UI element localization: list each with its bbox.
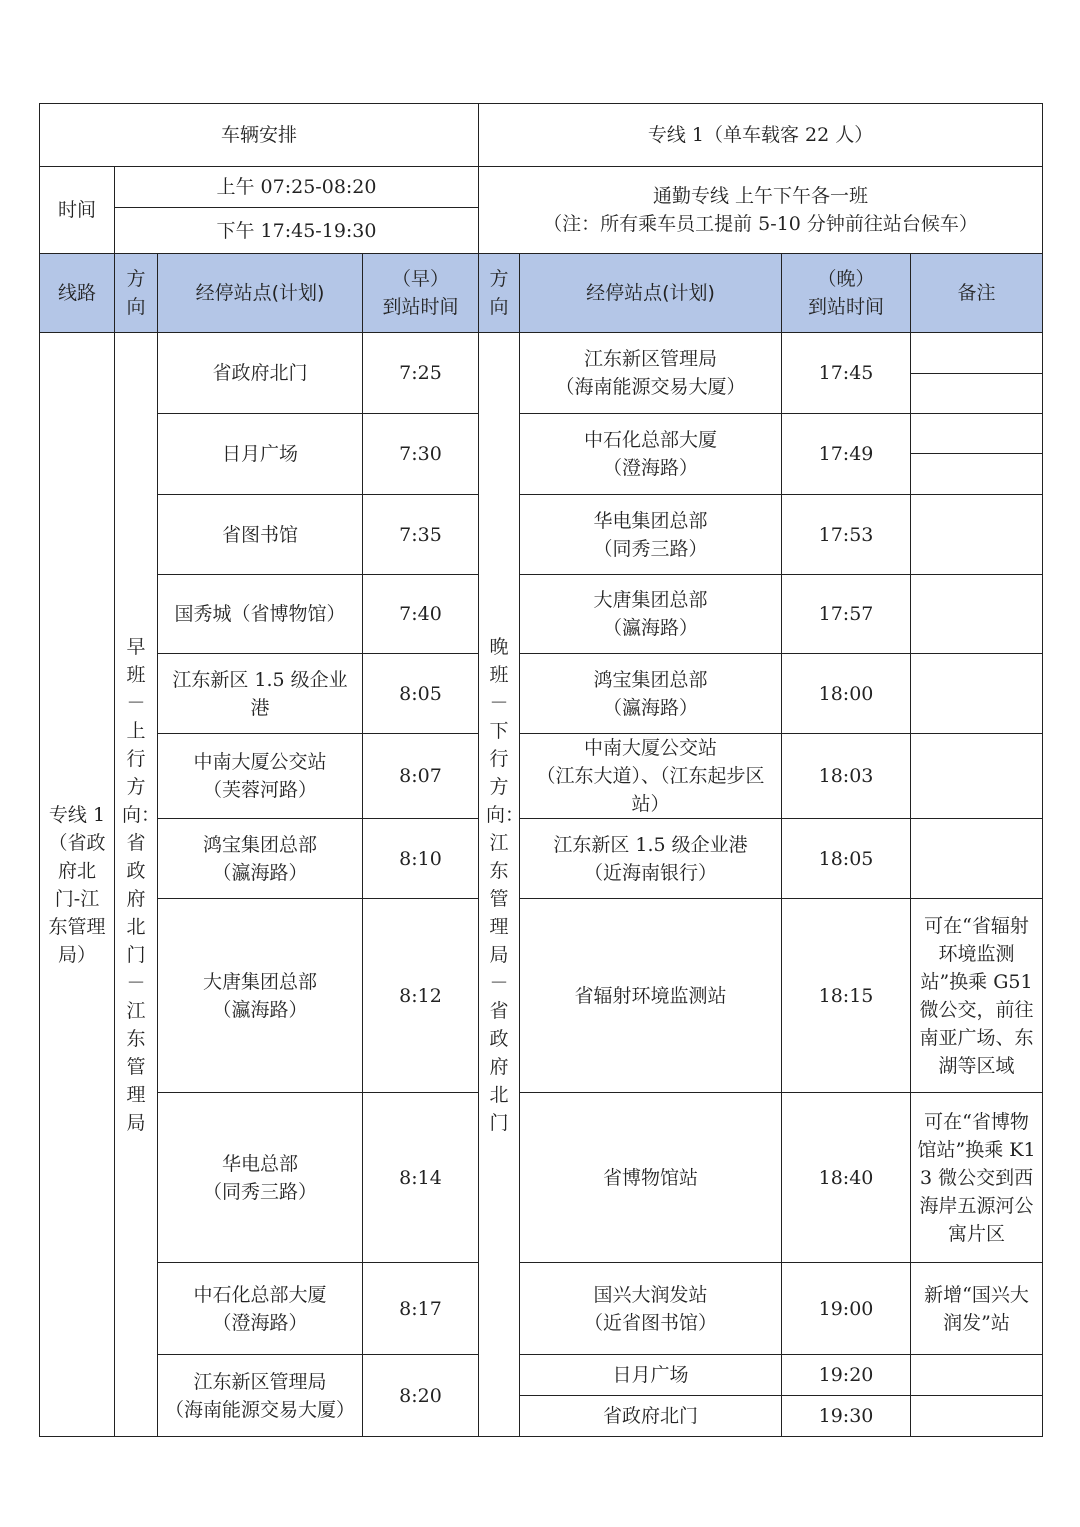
col-direction-am: 方向 [115, 254, 158, 333]
bus-schedule-table [39, 103, 1043, 1437]
arrangement-label: 车辆安排 [40, 104, 479, 167]
line-title: 专线 1（单车载客 22 人） [479, 104, 1043, 167]
remark [911, 333, 1043, 374]
morning-stop: 省政府北门 [158, 333, 363, 414]
remark [911, 819, 1043, 899]
morning-stop: 大唐集团总部 （瀛海路） [158, 899, 363, 1093]
morning-time: 8:10 [363, 819, 479, 899]
evening-time: 18:05 [782, 819, 911, 899]
morning-stop: 国秀城（省博物馆） [158, 575, 363, 654]
evening-stop: 省辐射环境监测站 [520, 899, 782, 1093]
evening-stop: 日月广场 [520, 1355, 782, 1396]
time-label: 时间 [40, 167, 115, 254]
evening-time: 19:00 [782, 1263, 911, 1355]
notice-line-1: 通勤专线 上午下午各一班 [653, 185, 869, 207]
remark [911, 654, 1043, 734]
morning-stop: 江东新区管理局 （海南能源交易大厦） [158, 1355, 363, 1437]
remark [911, 1396, 1043, 1437]
morning-time: 8:20 [363, 1355, 479, 1437]
morning-time: 8:07 [363, 734, 479, 819]
notice [479, 167, 1043, 254]
evening-stop: 鸿宝集团总部 （瀛海路） [520, 654, 782, 734]
evening-stop: 江东新区 1.5 级企业港 （近海南银行） [520, 819, 782, 899]
morning-direction: 早班－上行方向：省政府北门－江东管理局 [115, 333, 158, 1437]
evening-time: 18:03 [782, 734, 911, 819]
evening-time: 18:00 [782, 654, 911, 734]
route-name: 专线 1（省政府北门-江东管理局） [40, 333, 115, 1437]
remark: 新增“国兴大润发”站 [911, 1263, 1043, 1355]
evening-time: 18:15 [782, 899, 911, 1093]
evening-direction: 晚班－下行方向：江东管理局－省政府北门 [479, 333, 520, 1437]
col-direction-pm: 方向 [479, 254, 520, 333]
evening-stop: 省博物馆站 [520, 1093, 782, 1263]
evening-time: 19:30 [782, 1396, 911, 1437]
remark [911, 734, 1043, 819]
morning-time: 8:05 [363, 654, 479, 734]
pm-time: 下午 17:45-19:30 [115, 208, 479, 254]
col-remarks: 备注 [911, 254, 1043, 333]
evening-stop: 江东新区管理局 （海南能源交易大厦） [520, 333, 782, 414]
morning-stop: 江东新区 1.5 级企业港 [158, 654, 363, 734]
morning-time: 7:30 [363, 414, 479, 495]
morning-time: 8:17 [363, 1263, 479, 1355]
evening-time: 19:20 [782, 1355, 911, 1396]
remark [911, 1355, 1043, 1396]
morning-time: 8:14 [363, 1093, 479, 1263]
am-time: 上午 07:25-08:20 [115, 167, 479, 208]
evening-time: 17:53 [782, 495, 911, 575]
evening-time: 18:40 [782, 1093, 911, 1263]
morning-stop: 中石化总部大厦 （澄海路） [158, 1263, 363, 1355]
evening-stop: 国兴大润发站 （近省图书馆） [520, 1263, 782, 1355]
remark: 可在“省博物馆站”换乘 K13 微公交到西海岸五源河公寓片区 [911, 1093, 1043, 1263]
evening-time: 17:45 [782, 333, 911, 414]
remark [911, 495, 1043, 575]
morning-time: 8:12 [363, 899, 479, 1093]
morning-time: 7:25 [363, 333, 479, 414]
notice-line-2: （注：所有乘车员工提前 5-10 分钟前往站台候车） [543, 213, 978, 235]
evening-stop: 大唐集团总部 （瀛海路） [520, 575, 782, 654]
remark [911, 374, 1043, 414]
col-morning-time: （早） 到站时间 [363, 254, 479, 333]
morning-stop: 鸿宝集团总部 （瀛海路） [158, 819, 363, 899]
evening-stop: 中石化总部大厦 （澄海路） [520, 414, 782, 495]
morning-time: 7:35 [363, 495, 479, 575]
evening-stop: 华电集团总部 （同秀三路） [520, 495, 782, 575]
morning-stop: 省图书馆 [158, 495, 363, 575]
evening-time: 17:57 [782, 575, 911, 654]
remark [911, 414, 1043, 454]
evening-stop: 省政府北门 [520, 1396, 782, 1437]
remark [911, 575, 1043, 654]
evening-time: 17:49 [782, 414, 911, 495]
morning-stop: 中南大厦公交站 （芙蓉河路） [158, 734, 363, 819]
col-stops-pm: 经停站点(计划) [520, 254, 782, 333]
morning-stop: 华电总部 （同秀三路） [158, 1093, 363, 1263]
morning-time: 7:40 [363, 575, 479, 654]
morning-stop: 日月广场 [158, 414, 363, 495]
evening-stop: 中南大厦公交站 （江东大道）、（江东起步区站） [520, 734, 782, 819]
col-stops-am: 经停站点(计划) [158, 254, 363, 333]
col-route: 线路 [40, 254, 115, 333]
col-evening-time: （晚） 到站时间 [782, 254, 911, 333]
remark: 可在“省辐射环境监测站”换乘 G51 微公交，前往南亚广场、东湖等区域 [911, 899, 1043, 1093]
remark [911, 454, 1043, 495]
